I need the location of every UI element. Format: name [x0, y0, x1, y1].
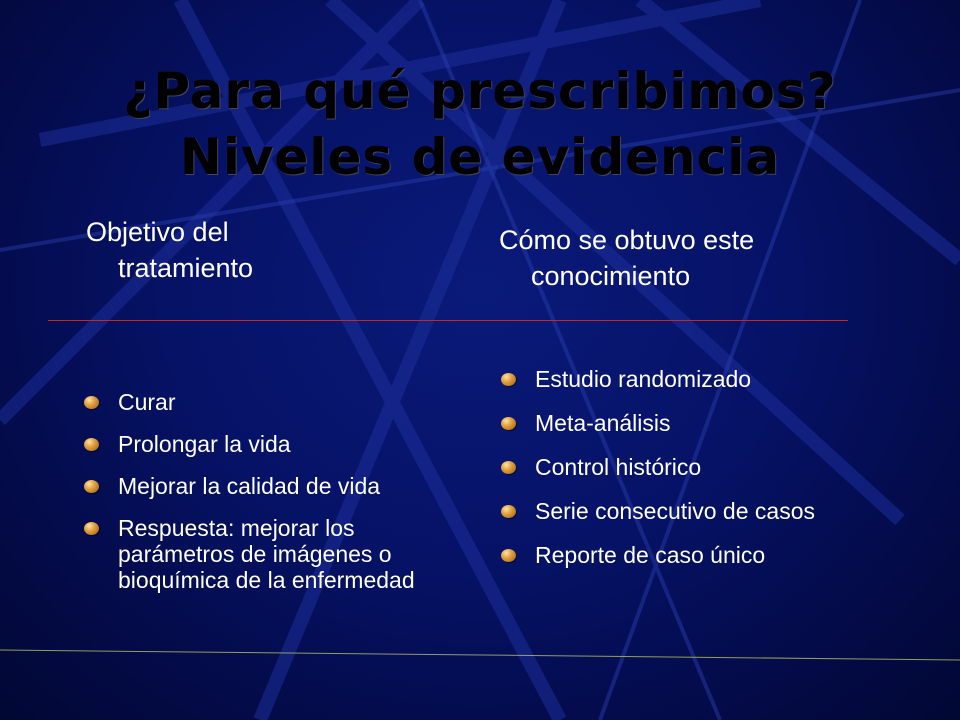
- list-item: [501, 498, 861, 524]
- list-item-text: Meta-análisis: [535, 410, 671, 436]
- bullet-icon: [84, 438, 99, 451]
- bullet-icon: [84, 522, 99, 535]
- bullet-icon: [501, 373, 516, 386]
- left-heading-line-2: tratamiento: [118, 253, 254, 283]
- right-column-heading: [499, 222, 754, 294]
- list-item: [501, 410, 861, 436]
- left-column-heading: [86, 214, 253, 286]
- list-item-text: Prolongar la vida: [118, 431, 291, 457]
- evidence-levels-list: [501, 366, 861, 586]
- list-item-text: Curar: [118, 389, 176, 415]
- list-item-text: Serie consecutivo de casos: [535, 498, 815, 524]
- list-item-text: Respuesta: mejorar los parámetros de imágenes o bioquímica de la enfermedad: [118, 515, 415, 593]
- treatment-objectives-list: [84, 389, 464, 609]
- list-item: [84, 431, 464, 457]
- bullet-icon: [501, 549, 516, 562]
- list-item: [84, 473, 464, 499]
- bullet-icon: [501, 505, 516, 518]
- right-heading-line-1: Cómo se obtuvo este: [499, 225, 755, 255]
- slide-title-line-1: ¿Para qué prescribimos?: [123, 62, 837, 120]
- list-item-text: Control histórico: [535, 454, 702, 480]
- right-heading-line-2: conocimiento: [531, 261, 691, 291]
- list-item: [501, 454, 861, 480]
- bullet-icon: [501, 461, 516, 474]
- heading-divider: [48, 320, 848, 321]
- slide-title-line-2: Niveles de evidencia: [179, 128, 781, 186]
- bullet-icon: [501, 417, 516, 430]
- list-item: [84, 389, 464, 415]
- left-heading-line-1: Objetivo del: [86, 217, 229, 247]
- bullet-icon: [84, 396, 99, 409]
- bullet-icon: [84, 480, 99, 493]
- list-item: [501, 366, 861, 392]
- list-item: [84, 515, 464, 593]
- list-item: [501, 542, 861, 568]
- list-item-text: Mejorar la calidad de vida: [118, 473, 381, 499]
- list-item-text: Reporte de caso único: [535, 542, 766, 568]
- list-item-text: Estudio randomizado: [535, 366, 752, 392]
